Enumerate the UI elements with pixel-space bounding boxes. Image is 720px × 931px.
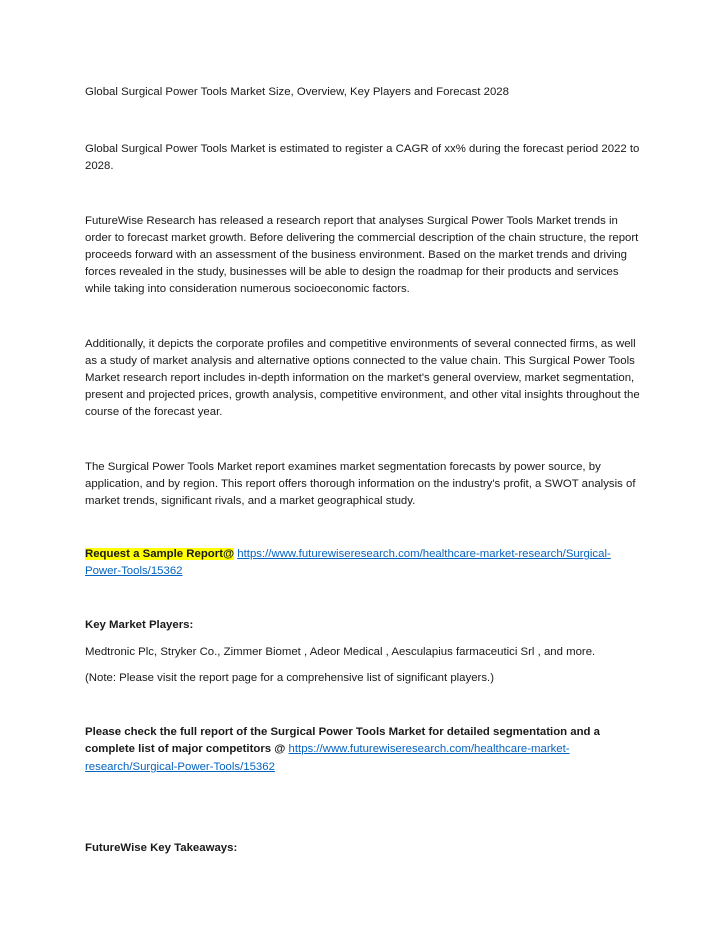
research-paragraph: FutureWise Research has released a research report that analyses Surgical Power Tools Market trends in order to forecast market growth. Before delivering the commercial description of the chain structure, the report proceeds forward with an assessment of the business environment. Based on the market trends and driving forces revealed in the study, businesses will be able to design the roadmap for their products and services while taking into consideration numerous socioeconomic factors. bbox=[85, 214, 639, 296]
full-report-line bbox=[85, 724, 645, 776]
sample-request-line bbox=[85, 546, 645, 580]
sample-report-link[interactable]: https://www.futurewiseresearch.com/healthcare-market-research/Surgical-Power-Tools/15362 bbox=[85, 548, 611, 578]
key-players-list: Medtronic Plc, Stryker Co., Zimmer Biomet , Adeor Medical , Aesculapius farmaceutici Srl , and more. bbox=[85, 645, 596, 658]
document-body bbox=[85, 84, 645, 857]
document-title: Global Surgical Power Tools Market Size, Overview, Key Players and Forecast 2028 bbox=[85, 86, 509, 98]
takeaways-heading: FutureWise Key Takeaways: bbox=[85, 841, 238, 854]
key-players-heading: Key Market Players: bbox=[85, 618, 194, 631]
full-report-link[interactable]: https://www.futurewiseresearch.com/healthcare-market-research/Surgical-Power-Tools/15362 bbox=[85, 743, 570, 773]
segmentation-paragraph: The Surgical Power Tools Market report examines market segmentation forecasts by power source, by application, and by region. This report offers thorough information on the industry's profit, a SWOT analysis of market trends, significant rivals, and a market geographical study. bbox=[85, 460, 636, 508]
players-note: (Note: Please visit the report page for a comprehensive list of significant players.) bbox=[85, 672, 494, 685]
full-report-text: Please check the full report of the Surgical Power Tools Market for detailed segmentation and a complete list of major competitors @ bbox=[85, 726, 601, 756]
intro-paragraph: Global Surgical Power Tools Market is estimated to register a CAGR of xx% during the forecast period 2022 to 2028. bbox=[85, 143, 640, 173]
sample-request-label: Request a Sample Report@ bbox=[85, 548, 235, 561]
profiles-paragraph: Additionally, it depicts the corporate profiles and competitive environments of several connected firms, as well as a study of market analysis and alternative options connected to the value chain. This Surgical Power Tools Market research report includes in-depth information on the market's general overview, market segmentation, present and projected prices, growth analysis, competitive environment, and other vital insights throughout the course of the forecast year. bbox=[85, 337, 640, 419]
